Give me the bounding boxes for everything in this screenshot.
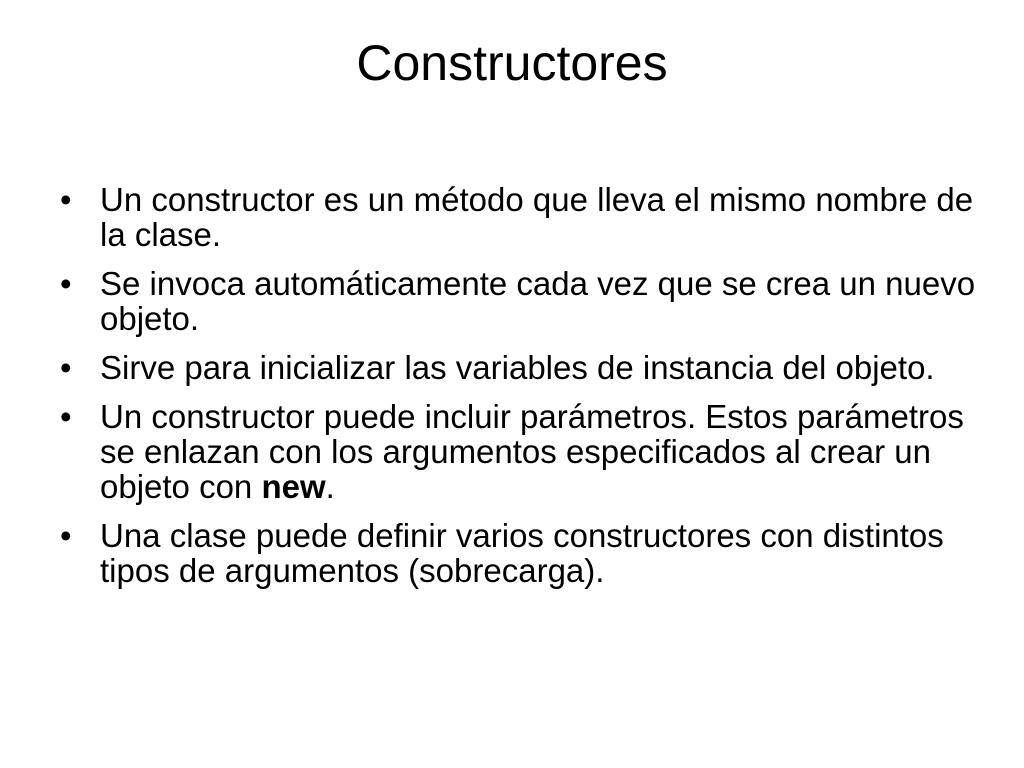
bullet-text: Sirve para inicializar las variables de instancia del objeto. bbox=[100, 349, 935, 386]
bullet-item bbox=[60, 266, 980, 336]
bullet-item bbox=[60, 518, 980, 588]
slide-title: Constructores bbox=[356, 35, 668, 91]
bullet-item bbox=[60, 182, 980, 252]
bullet-text-after: . bbox=[325, 468, 335, 505]
bullet-icon: • bbox=[60, 349, 72, 386]
bullet-icon: • bbox=[60, 398, 72, 435]
bullet-text-before: Un constructor puede incluir parámetros. Estos parámetros se enlazan con los argumentos especificados al crear un objeto con bbox=[100, 398, 964, 505]
bullet-item bbox=[60, 399, 980, 504]
bullet-icon: • bbox=[60, 265, 72, 302]
bullet-text: Una clase puede definir varios constructores con distintos tipos de argumentos (sobrecarga). bbox=[100, 517, 944, 589]
bullet-list bbox=[60, 182, 980, 602]
bullet-icon: • bbox=[60, 181, 72, 218]
bullet-item bbox=[60, 350, 980, 385]
bullet-text: Se invoca automáticamente cada vez que se crea un nuevo objeto. bbox=[100, 265, 976, 337]
bullet-text bbox=[100, 398, 964, 505]
bullet-icon: • bbox=[60, 517, 72, 554]
bullet-text: Un constructor es un método que lleva el mismo nombre de la clase. bbox=[100, 181, 974, 253]
keyword-new: new bbox=[261, 468, 326, 505]
